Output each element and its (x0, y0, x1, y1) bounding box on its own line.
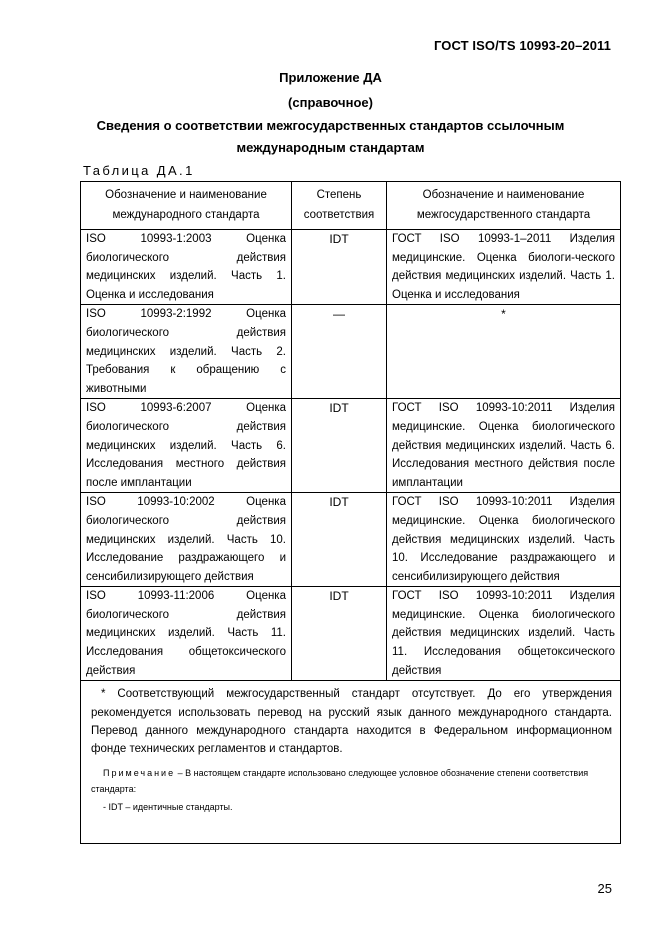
cell-international-standard: ISO 10993-11:2006 Оценка биологического действия медицинских изделий. Часть 11. Исследования общетоксического действия (81, 587, 292, 681)
annex-subtitle-line-1: Сведения о соответствии межгосударственных стандартов ссылочным (96, 118, 565, 133)
annex-status: (справочное) (288, 95, 373, 110)
header-interstate-standard: Обозначение и наименование межгосударственного стандарта (387, 182, 621, 230)
table-row (81, 230, 621, 305)
table-row (81, 587, 621, 681)
cell-interstate-standard: ГОСТ ISO 10993-10:2011 Изделия медицинские. Оценка биологического действия медицинских изделий. Часть 10. Исследование раздражающего и сенсибилизирующего действия (387, 493, 621, 587)
note-text: – В настоящем стандарте использовано следующее условное обозначение степени соответствия стандарта: (91, 767, 589, 794)
page-number: 25 (597, 881, 612, 896)
cell-international-standard: ISO 10993-10:2002 Оценка биологического действия медицинских изделий. Часть 10. Исследование раздражающего и сенсибилизирующего действия (81, 493, 292, 587)
cell-interstate-standard: ГОСТ ISO 10993-10:2011 Изделия медицинские. Оценка биологического действия медицинских изделий. Часть 11. Исследования общетоксического действия (387, 587, 621, 681)
header-international-standard: Обозначение и наименование международного стандарта (81, 182, 292, 230)
note-item: - IDT – идентичные стандарты. (103, 801, 233, 812)
table-header-row (81, 182, 621, 230)
note-label: Примечание (103, 767, 176, 778)
table-row (81, 493, 621, 587)
table-footnote: * Соответствующий межгосударственный стандарт отсутствует. До его утверждения рекомендуется использовать перевод на русский язык данного международного стандарта. Перевод данного международного стандарта находится в Федеральном информационном фонде технических регламентов и стандартов. (91, 688, 612, 756)
cell-degree: — (292, 305, 387, 399)
table-note (91, 765, 612, 797)
table-caption: Таблица ДА.1 (83, 163, 195, 178)
table-footer-cell (81, 681, 621, 844)
cell-international-standard: ISO 10993-1:2003 Оценка биологического действия медицинских изделий. Часть 1. Оценка и исследования (81, 230, 292, 305)
cell-interstate-standard: ГОСТ ISO 10993-10:2011 Изделия медицинские. Оценка биологического действия медицинских изделий. Часть 6. Исследования местного действия после имплантации (387, 399, 621, 493)
cell-degree: IDT (292, 493, 387, 587)
annex-title: Приложение ДА (279, 70, 382, 85)
cell-interstate-standard: * (387, 305, 621, 399)
cell-degree: IDT (292, 587, 387, 681)
annex-subtitle-line-2: международным стандартам (236, 140, 425, 155)
table-row (81, 399, 621, 493)
cell-degree: IDT (292, 399, 387, 493)
cell-interstate-standard: ГОСТ ISO 10993-1–2011 Изделия медицинские. Оценка биологи-ческого действия медицинских изделий. Часть 1. Оценка и исследования (387, 230, 621, 305)
document-standard-id: ГОСТ ISO/TS 10993-20–2011 (433, 38, 611, 53)
correspondence-table (80, 181, 621, 844)
cell-international-standard: ISO 10993-2:1992 Оценка биологического действия медицинских изделий. Часть 2. Требования к обращению с животными (81, 305, 292, 399)
table-row (81, 305, 621, 399)
cell-degree: IDT (292, 230, 387, 305)
cell-international-standard: ISO 10993-6:2007 Оценка биологического действия медицинских изделий. Часть 6. Исследования местного действия после имплантации (81, 399, 292, 493)
table-footer-row (81, 681, 621, 844)
header-degree-of-correspondence: Степень соответствия (292, 182, 387, 230)
